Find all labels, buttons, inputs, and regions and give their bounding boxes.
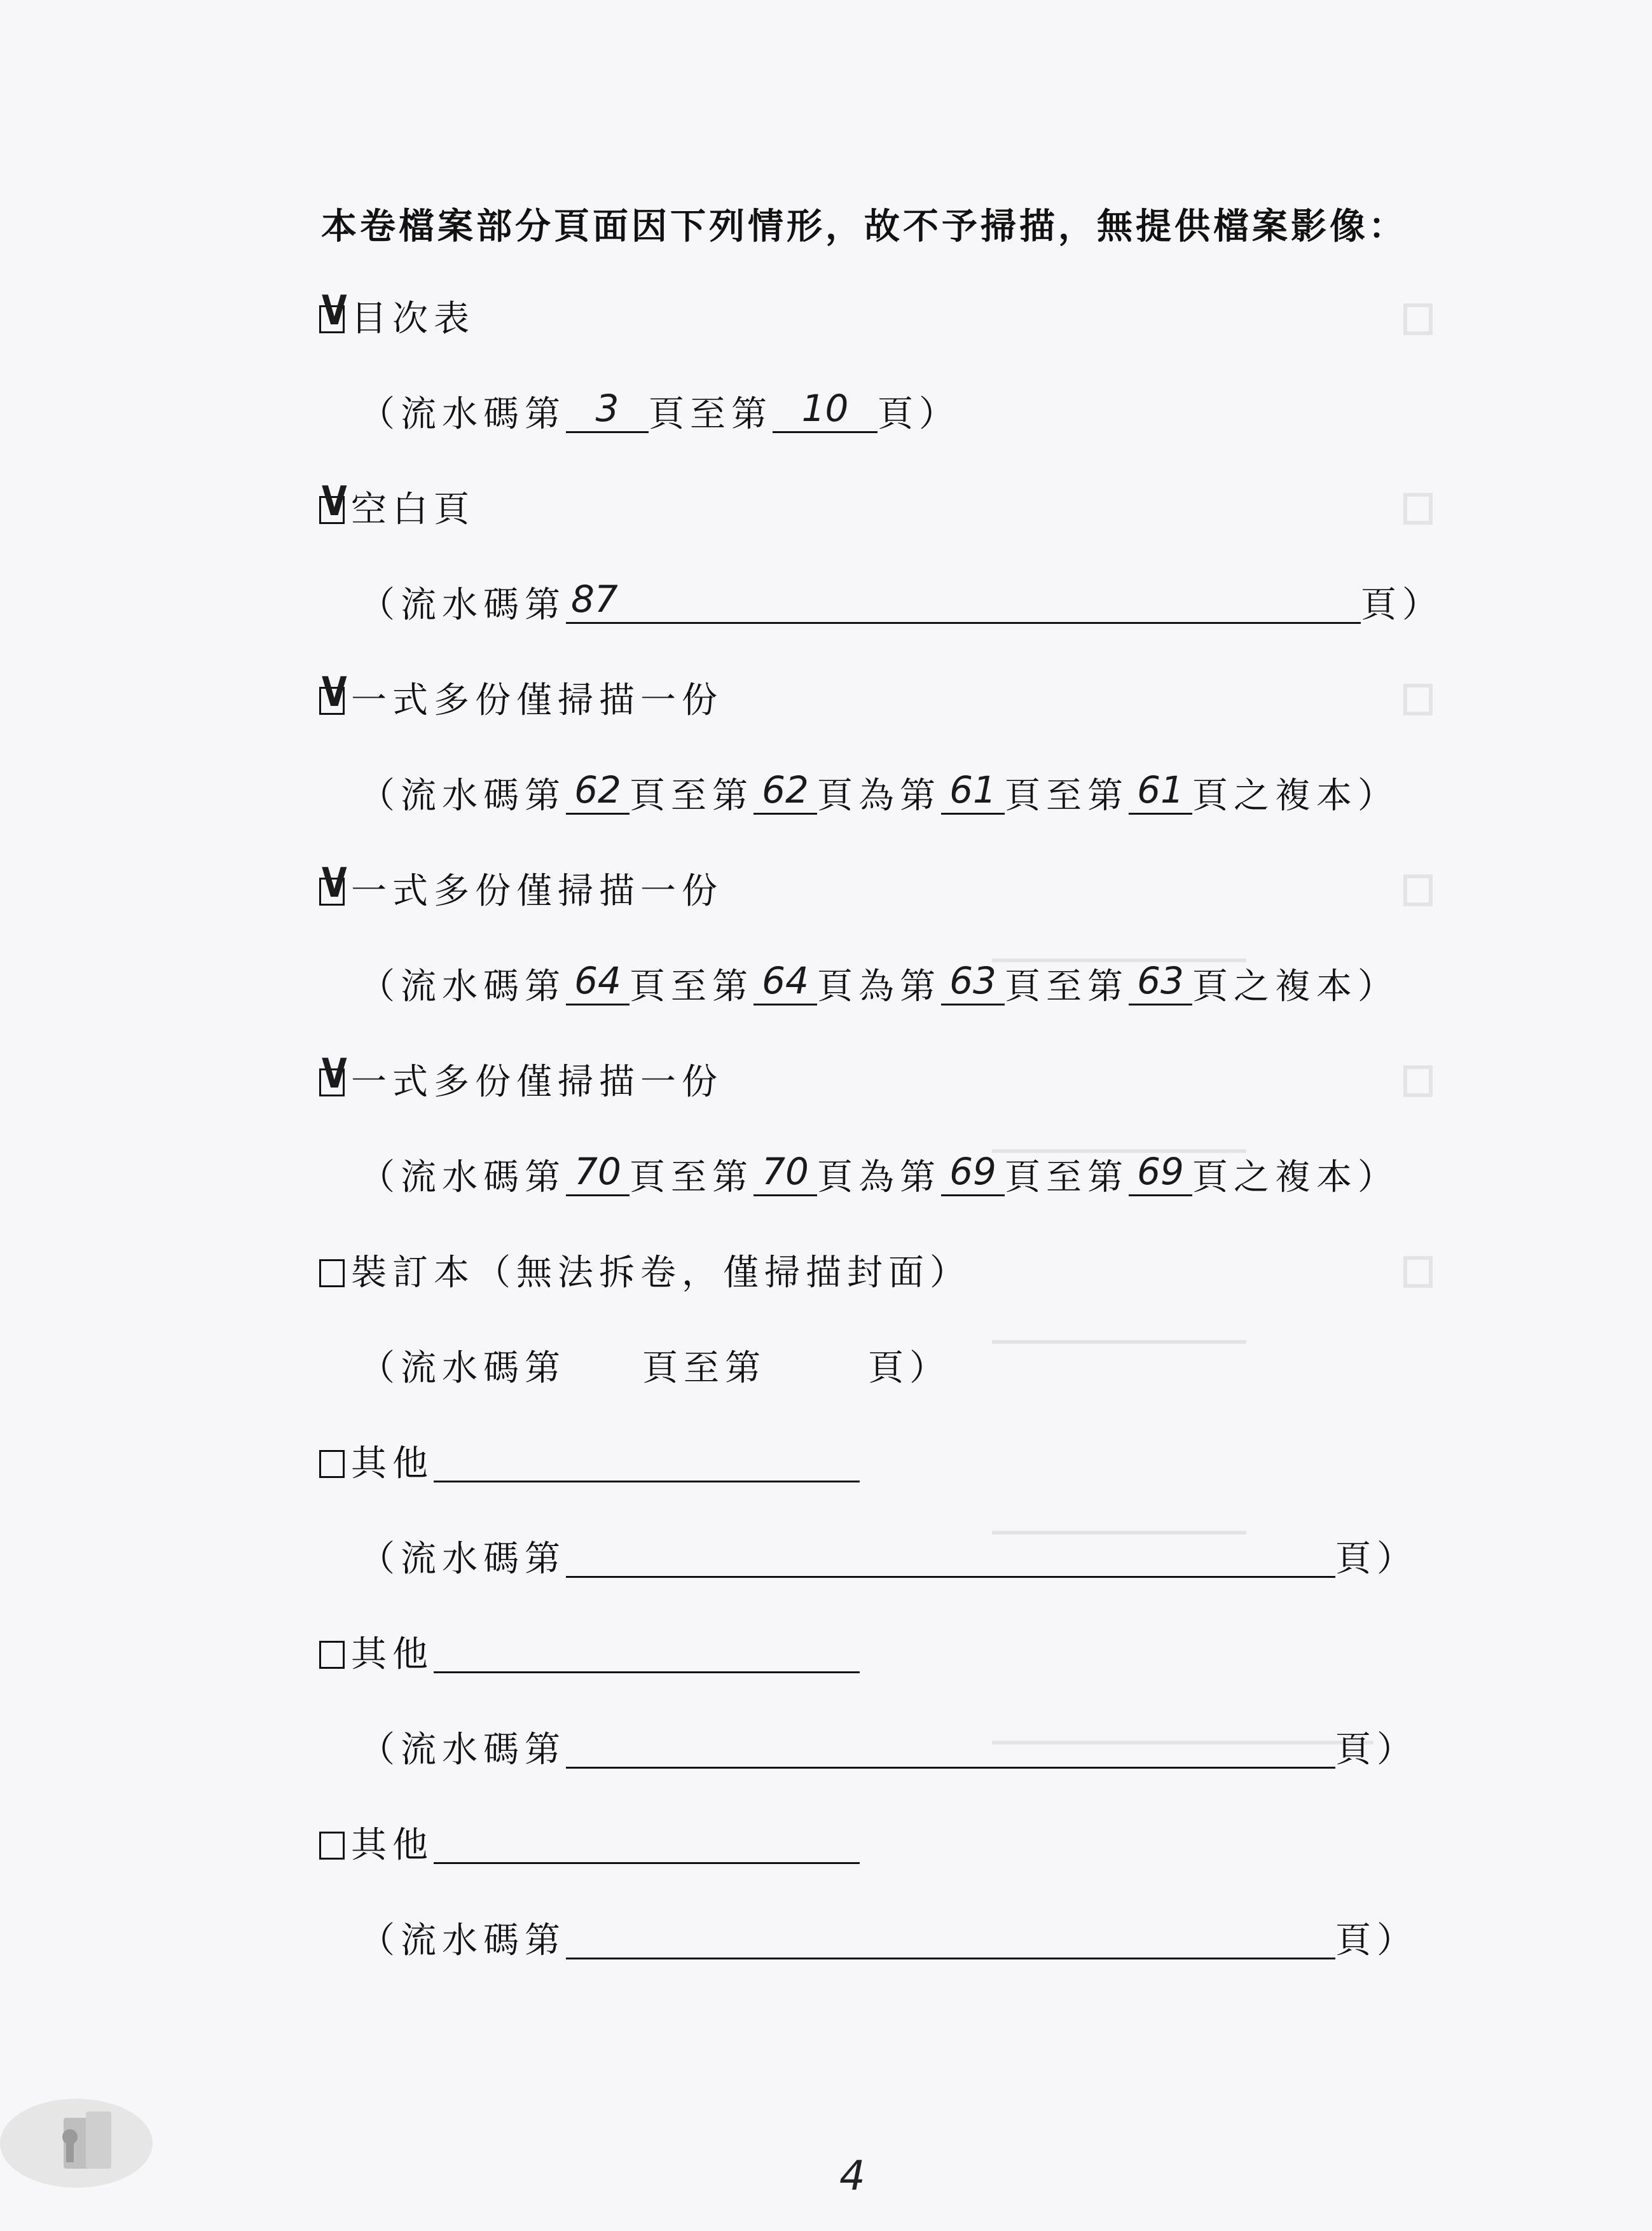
- check-mark-icon: V: [321, 860, 347, 907]
- detail-text: 頁至第: [1005, 966, 1129, 1007]
- detail-table-of-contents: [359, 389, 960, 440]
- item-table-of-contents: [319, 287, 475, 345]
- detail-prefix: （流水碼第: [359, 775, 566, 817]
- detail-suffix: 頁之複本）: [1192, 966, 1399, 1007]
- handwritten-value: 69: [949, 1150, 996, 1193]
- handwritten-value: 70: [762, 1150, 809, 1193]
- detail-prefix: （流水碼第: [359, 394, 566, 435]
- detail-prefix: （流水碼第: [359, 1538, 566, 1580]
- detail-suffix: 頁）: [878, 394, 960, 435]
- page-to-field[interactable]: [754, 1152, 817, 1196]
- item-other-3: [319, 1820, 860, 1871]
- checkbox-bound-volume[interactable]: [319, 1259, 345, 1287]
- page-to-field[interactable]: [754, 959, 817, 1005]
- detail-text: 頁為第: [817, 1157, 941, 1198]
- checkbox-blank-page[interactable]: [319, 478, 347, 525]
- detail-text: 頁至第: [630, 1157, 754, 1198]
- item-label: 目次表: [351, 298, 475, 340]
- page-from-field[interactable]: [566, 1152, 630, 1196]
- checkbox-other-3[interactable]: [319, 1832, 345, 1860]
- page-to-field[interactable]: [773, 389, 878, 433]
- other-description-field[interactable]: [434, 1439, 860, 1482]
- orig-to-field[interactable]: [1129, 959, 1192, 1005]
- orig-from-field[interactable]: [941, 959, 1005, 1005]
- handwritten-value: 87: [571, 577, 618, 621]
- orig-from-field[interactable]: [941, 768, 1005, 815]
- check-mark-icon: V: [321, 478, 347, 525]
- detail-suffix: 頁）: [1361, 584, 1443, 626]
- other-description-field[interactable]: [434, 1820, 860, 1864]
- item-duplicate-2: [319, 860, 723, 917]
- handwritten-value: 70: [574, 1150, 621, 1193]
- detail-text: 頁至第: [630, 775, 754, 817]
- handwritten-value: 61: [949, 768, 996, 812]
- detail-duplicate-2: [359, 959, 1399, 1012]
- item-duplicate-1: [319, 669, 723, 726]
- detail-suffix: 頁）: [868, 1348, 951, 1389]
- handwritten-value: 62: [574, 768, 621, 812]
- page-range-field[interactable]: [566, 1916, 1335, 1959]
- page-range-field[interactable]: [566, 577, 1361, 624]
- detail-text: 頁至第: [1005, 1157, 1129, 1198]
- item-bound-volume: [319, 1248, 971, 1299]
- page-from-field[interactable]: [566, 959, 630, 1005]
- handwritten-value: 63: [1137, 959, 1184, 1002]
- handwritten-value: 61: [1137, 768, 1184, 812]
- page-from-field[interactable]: [566, 768, 630, 815]
- detail-other-1: [359, 1534, 1418, 1585]
- item-label: 一式多份僅掃描一份: [351, 1061, 723, 1103]
- detail-text: 頁至第: [630, 966, 754, 1007]
- item-label: 裝訂本（無法拆卷，僅掃描封面）: [351, 1252, 971, 1294]
- detail-prefix: （流水碼第: [359, 1348, 566, 1389]
- orig-to-field[interactable]: [1129, 1152, 1192, 1196]
- detail-suffix: 頁）: [1335, 1538, 1418, 1580]
- handwritten-value: 64: [574, 959, 621, 1002]
- detail-text: 頁為第: [817, 775, 941, 817]
- detail-bound-volume: [359, 1343, 951, 1394]
- detail-suffix: 頁之複本）: [1192, 775, 1399, 817]
- checkbox-duplicate-2[interactable]: [319, 860, 347, 907]
- checkbox-duplicate-1[interactable]: [319, 669, 347, 716]
- detail-other-3: [359, 1916, 1418, 1966]
- page-number: 4: [839, 2153, 865, 2200]
- detail-duplicate-3: [359, 1152, 1399, 1203]
- checkbox-other-2[interactable]: [319, 1641, 345, 1669]
- item-duplicate-3: [319, 1051, 723, 1108]
- detail-mid: 頁至第: [642, 1348, 766, 1389]
- item-label: 其他: [351, 1443, 434, 1484]
- orig-from-field[interactable]: [941, 1152, 1005, 1196]
- handwritten-value: 62: [762, 768, 809, 812]
- item-label: 其他: [351, 1825, 434, 1866]
- detail-suffix: 頁）: [1335, 1920, 1418, 1961]
- page-to-field[interactable]: [754, 768, 817, 815]
- detail-text: 頁至第: [1005, 775, 1129, 817]
- item-label: 一式多份僅掃描一份: [351, 871, 723, 912]
- page-from-field[interactable]: [566, 389, 649, 433]
- detail-suffix: 頁之複本）: [1192, 1157, 1399, 1198]
- detail-suffix: 頁）: [1335, 1729, 1418, 1771]
- other-description-field[interactable]: [434, 1629, 860, 1673]
- checkbox-other-1[interactable]: [319, 1450, 345, 1478]
- checkbox-duplicate-3[interactable]: [319, 1051, 347, 1098]
- detail-duplicate-1: [359, 768, 1399, 822]
- check-mark-icon: V: [321, 287, 347, 335]
- detail-prefix: （流水碼第: [359, 584, 566, 626]
- handwritten-value: 3: [595, 387, 619, 430]
- item-other-2: [319, 1629, 860, 1680]
- page-range-field[interactable]: [566, 1725, 1335, 1769]
- detail-text: 頁為第: [817, 966, 941, 1007]
- detail-prefix: （流水碼第: [359, 1157, 566, 1198]
- handwritten-value: 69: [1137, 1150, 1184, 1193]
- item-other-1: [319, 1439, 860, 1489]
- checkbox-table-of-contents[interactable]: [319, 287, 347, 335]
- detail-mid: 頁至第: [649, 394, 773, 435]
- detail-prefix: （流水碼第: [359, 1920, 566, 1961]
- handwritten-value: 64: [762, 959, 809, 1002]
- detail-prefix: （流水碼第: [359, 1729, 566, 1771]
- orig-to-field[interactable]: [1129, 768, 1192, 815]
- item-label: 一式多份僅掃描一份: [351, 680, 723, 721]
- detail-other-2: [359, 1725, 1418, 1776]
- detail-prefix: （流水碼第: [359, 966, 566, 1007]
- check-mark-icon: V: [321, 1051, 347, 1098]
- page-range-field[interactable]: [566, 1534, 1335, 1578]
- item-blank-page: [319, 478, 475, 535]
- item-label: 其他: [351, 1634, 434, 1675]
- check-mark-icon: V: [321, 669, 347, 716]
- archive-logo-icon: [0, 2092, 165, 2194]
- item-label: 空白頁: [351, 489, 475, 530]
- handwritten-value: 63: [949, 959, 996, 1002]
- detail-blank-page: [359, 577, 1443, 631]
- form-title: 本卷檔案部分頁面因下列情形，故不予掃描，無提供檔案影像：: [321, 205, 1407, 247]
- handwritten-value: 10: [801, 387, 849, 430]
